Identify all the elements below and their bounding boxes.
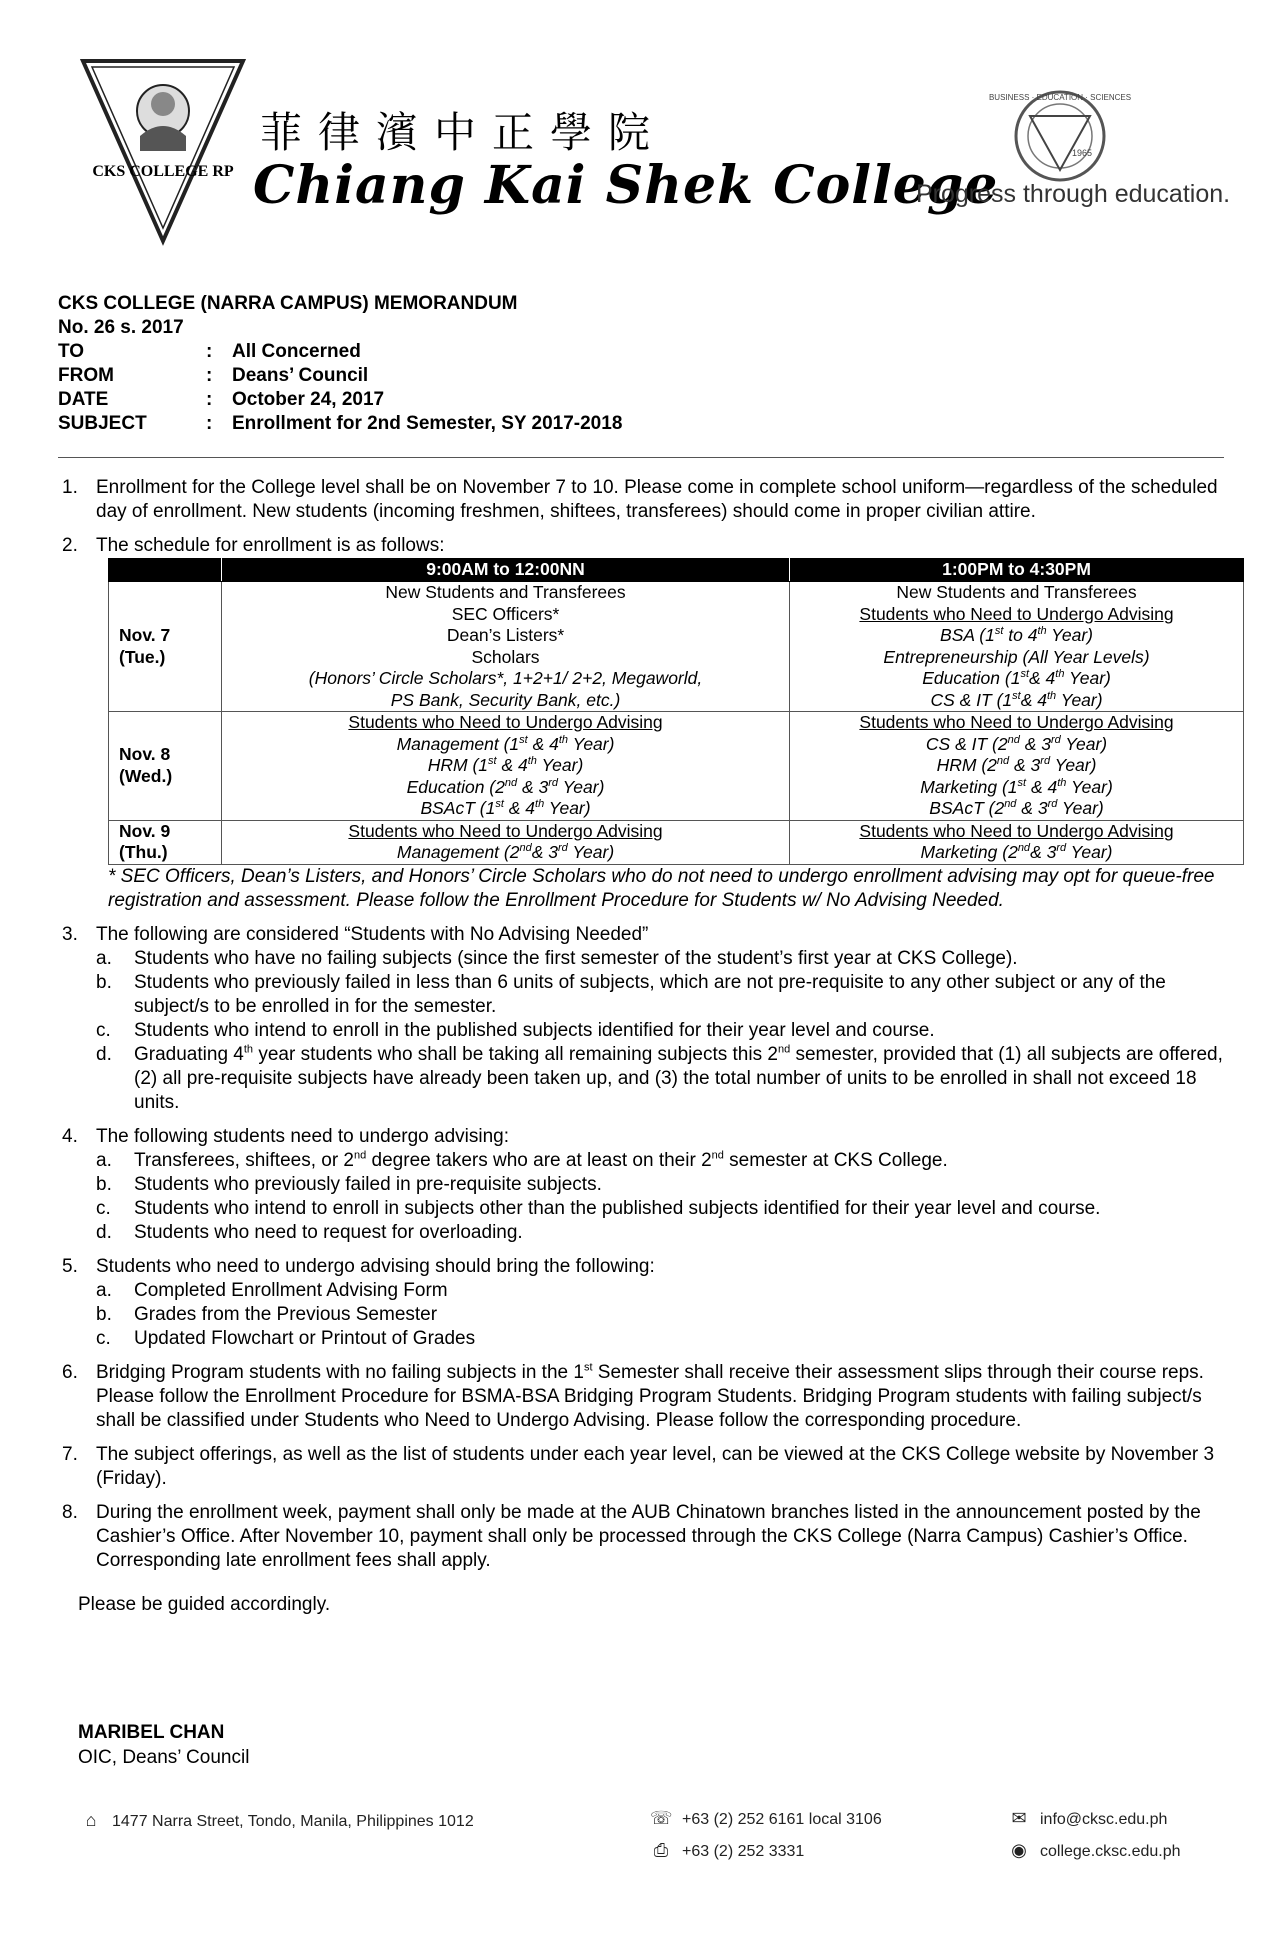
list-item: 3. The following are considered “Students with No Advising Needed” [62, 923, 649, 945]
memo-header [58, 292, 622, 436]
globe-icon: ◉ [1011, 1840, 1027, 1860]
list-item: a. Transferees, shiftees, or 2nd degree takers who are at least on their 2nd semester at CKS College. [96, 1149, 948, 1171]
closing-line: Please be guided accordingly. [78, 1593, 331, 1615]
list-item: b. Grades from the Previous Semester [96, 1303, 438, 1325]
list-item: 5. Students who need to undergo advising should bring the following: [62, 1255, 655, 1277]
list-item: b. Students who previously failed in pre-requisite subjects. [96, 1173, 602, 1195]
svg-text:CKS COLLEGE RP: CKS COLLEGE RP [92, 163, 234, 180]
enrollment-schedule-table [108, 558, 1244, 865]
home-icon: ⌂ [85, 1810, 97, 1830]
list-item: a. Completed Enrollment Advising Form [96, 1279, 448, 1301]
signatory-name: MARIBEL CHAN [78, 1722, 225, 1743]
footer-email: ✉ info@cksc.edu.ph [1008, 1808, 1167, 1829]
memo-body [62, 476, 1227, 1617]
list-item: b. Students who previously failed in less than 6 units of subjects, which are not pre-requisite to any other subject or any of the subject/s to be enrolled in for the semester. [96, 971, 1166, 1017]
college-name-chinese: 菲律濱中正學院 [260, 108, 667, 157]
signatory-title: OIC, Deans’ Council [78, 1747, 250, 1768]
list-item: 1. Enrollment for the College level shall be on November 7 to 10. Please come in complete school uniform—regardless of the scheduled day of enrollment. New students (incoming freshmen, shiftees, transferees) should come in proper civilian attire. [62, 477, 1218, 522]
svg-text:BUSINESS · EDUCATION · SCIENCE: BUSINESS · EDUCATION · SCIENCES [988, 93, 1132, 102]
footer-website: ◉ college.cksc.edu.ph [1008, 1840, 1181, 1861]
footer-address: ⌂ 1477 Narra Street, Tondo, Manila, Philippines 1012 [80, 1810, 474, 1831]
list-item: d. Graduating 4th year students who shall be taking all remaining subjects this 2nd semester, provided that (1) all subjects are offered, (2) all pre-requisite subjects have already been taken up, and (3) the total number of units to be enrolled in shall not exceed 18 units. [96, 1043, 1223, 1113]
memo-field-from: FROM : Deans’ Council [58, 365, 369, 386]
column-header-morning: 9:00AM to 12:00NN [222, 559, 790, 582]
tagline: Progress through education. [916, 180, 1231, 208]
footer-phone: ☏ +63 (2) 252 6161 local 3106 [650, 1808, 882, 1828]
memo-field-to: TO : All Concerned [58, 341, 361, 362]
list-item: 4. The following students need to undergo advising: [62, 1125, 509, 1147]
list-item: d. Students who need to request for overloading. [96, 1221, 523, 1243]
svg-text:1965: 1965 [1071, 148, 1093, 158]
list-item: 2. The schedule for enrollment is as follows: [62, 535, 445, 556]
memo-field-date: DATE : October 24, 2017 [58, 389, 385, 410]
signature-block [78, 1720, 249, 1770]
list-item: 7. The subject offerings, as well as the list of students under each year level, can be viewed at the CKS College website by November 3 (Friday). [62, 1443, 1215, 1489]
list-item: a. Students who have no failing subjects (since the first semester of the student’s first year at CKS College). [96, 947, 1018, 969]
list-item: c. Students who intend to enroll in subjects other than the published subjects identified for their year level and course. [96, 1197, 1101, 1219]
list-item: c. Students who intend to enroll in the published subjects identified for their year level and course. [96, 1019, 935, 1041]
email-icon: ✉ [1011, 1808, 1027, 1828]
table-row: Nov. 8 (Wed.) Students who Need to Undergo Advising Management (1st & 4th Year) HRM (1st & 4th Year) Education (2nd & 3rd Year) BSAcT (1st & 4th Year) Students who Need to Undergo Advising CS & IT (2nd & 3rd Year) HRM (2nd & 3rd Year) Marketing (1st & 4th Year) BSAcT (2nd & 3rd Year) [109, 712, 1244, 821]
college-seal-logo [78, 56, 248, 246]
memo-field-subject: SUBJECT : Enrollment for 2nd Semester, SY 2017-2018 [58, 413, 623, 434]
memo-title: CKS COLLEGE (NARRA CAMPUS) MEMORANDUM [58, 293, 518, 314]
table-footnote: * SEC Officers, Dean’s Listers, and Honors’ Circle Scholars who do not need to undergo enrollment advising may opt for queue-free registration and assessment. Please follow the Enrollment Procedure for Students w/ No Advising Needed. [108, 865, 1215, 911]
list-item: 6. Bridging Program students with no failing subjects in the 1st Semester shall receive their assessment slips through their course reps. Please follow the Enrollment Procedure for BSMA-BSA Bridging Program Students. Bridging Program students with failing subject/s shall be classified under Students who Need to Undergo Advising. Please follow the corresponding procedure. [62, 1361, 1204, 1431]
memo-number: No. 26 s. 2017 [58, 317, 184, 338]
list-item: 8. During the enrollment week, payment shall only be made at the AUB Chinatown branches listed in the announcement posted by the Cashier’s Office. After November 10, payment shall only be processed through the CKS College (Narra Campus) Cashier’s Office. Corresponding late enrollment fees shall apply. [62, 1501, 1201, 1571]
phone-icon: ☏ [650, 1808, 673, 1828]
emblem-logo [988, 88, 1132, 184]
footer-fax: ⎙ +63 (2) 252 3331 [650, 1840, 804, 1861]
table-row: Nov. 7 (Tue.) New Students and Transferees SEC Officers* Dean’s Listers* Scholars (Honors’ Circle Scholars*, 1+2+1/ 2+2, Megaworld, PS Bank, Security Bank, etc.) New Students and Transferees Students who Need to Undergo Advising BSA (1st to 4th Year) Entrepreneurship (All Year Levels) Education (1st& 4th Year) CS & IT (1st& 4th Year) [109, 582, 1244, 712]
table-row: Nov. 9 (Thu.) Students who Need to Undergo Advising Management (2nd& 3rd Year) Students who Need to Undergo Advising Marketing (2nd& 3rd Year) [109, 820, 1244, 864]
list-item: c. Updated Flowchart or Printout of Grades [96, 1327, 476, 1349]
column-header-afternoon: 1:00PM to 4:30PM [790, 559, 1244, 582]
header-divider [58, 457, 1224, 458]
college-name-english: Chiang Kai Shek College [253, 155, 999, 216]
fax-icon: ⎙ [653, 1840, 669, 1860]
